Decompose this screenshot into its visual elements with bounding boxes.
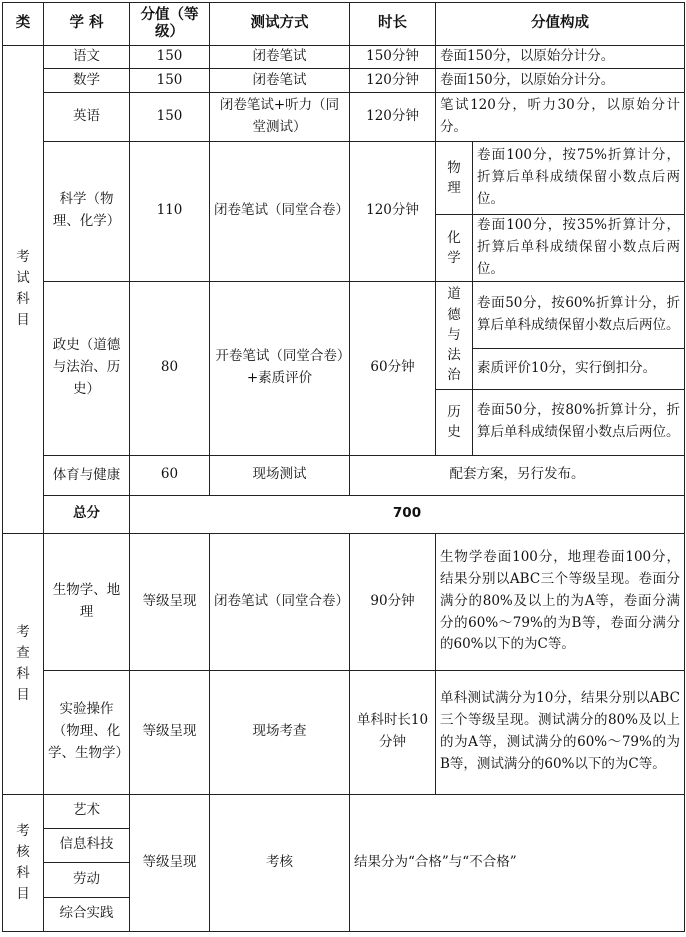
method-cell: 闭卷笔试（同堂合卷） bbox=[210, 533, 350, 670]
duration-cell: 60分钟 bbox=[350, 281, 436, 455]
header-composition: 分值构成 bbox=[436, 3, 685, 46]
table-row bbox=[3, 142, 685, 215]
subject-cell: 政史（道德与法治、历史） bbox=[44, 281, 130, 455]
table-row bbox=[3, 93, 685, 142]
method-cell: 闭卷笔试+听力（同堂测试） bbox=[210, 93, 350, 142]
composition-cell: 卷面150分，以原始分计分。 bbox=[436, 69, 685, 93]
total-value: 700 bbox=[130, 495, 685, 533]
table-row bbox=[3, 794, 685, 828]
header-subject: 学 科 bbox=[44, 3, 130, 46]
group-review: 考查科目 bbox=[3, 533, 44, 794]
table-row bbox=[3, 455, 685, 495]
score-cell: 150 bbox=[130, 46, 210, 69]
result-cell: 结果分为“合格”与“不合格” bbox=[350, 794, 685, 931]
total-label: 总分 bbox=[44, 495, 130, 533]
composition-cell: 生物学卷面100分，地理卷面100分，结果分别以ABC三个等级呈现。卷面分满分的80%及以上的为A等，卷面分满分的60%～79%的为B等，卷面分满分的60%以下的为C等。 bbox=[436, 533, 685, 670]
composition-cell: 卷面150分，以原始分计分。 bbox=[436, 46, 685, 69]
duration-cell: 150分钟 bbox=[350, 46, 436, 69]
subject-cell: 数学 bbox=[44, 69, 130, 93]
score-cell: 等级呈现 bbox=[130, 533, 210, 670]
sub-subject-physics: 物理 bbox=[436, 142, 473, 215]
duration-cell: 120分钟 bbox=[350, 142, 436, 282]
header-row bbox=[3, 3, 685, 46]
table-row bbox=[3, 46, 685, 69]
header-score: 分值（等级） bbox=[130, 3, 210, 46]
composition-cell: 卷面50分，按60%折算计分，折算后单科成绩保留小数点后两位。 bbox=[473, 281, 685, 348]
subject-cell: 艺术 bbox=[44, 794, 130, 828]
duration-cell: 90分钟 bbox=[350, 533, 436, 670]
sub-subject-ethics: 道德与法治 bbox=[436, 281, 473, 389]
score-cell: 150 bbox=[130, 69, 210, 93]
header-method: 测试方式 bbox=[210, 3, 350, 46]
composition-cell: 卷面100分，按35%折算计分，折算后单科成绩保留小数点后两位。 bbox=[473, 215, 685, 282]
group-assess: 考核科目 bbox=[3, 794, 44, 931]
score-cell: 150 bbox=[130, 93, 210, 142]
table-row bbox=[3, 533, 685, 670]
table-row bbox=[3, 670, 685, 794]
total-row bbox=[3, 495, 685, 533]
sub-subject-chemistry: 化学 bbox=[436, 215, 473, 282]
method-cell: 闭卷笔试 bbox=[210, 69, 350, 93]
score-cell: 80 bbox=[130, 281, 210, 455]
subject-cell: 实验操作（物理、化学、生物学） bbox=[44, 670, 130, 794]
subject-cell: 信息科技 bbox=[44, 828, 130, 862]
subject-cell: 生物学、地理 bbox=[44, 533, 130, 670]
composition-cell: 卷面50分，按80%折算计分，折算后单科成绩保留小数点后两位。 bbox=[473, 389, 685, 455]
composition-cell: 笔试120分，听力30分，以原始分计分。 bbox=[436, 93, 685, 142]
note-cell: 配套方案，另行发布。 bbox=[350, 455, 685, 495]
composition-cell: 单科测试满分为10分，结果分别以ABC三个等级呈现。测试满分的80%及以上的为A等，测试满分的60%～79%的为B等，测试满分的60%以下的为C等。 bbox=[436, 670, 685, 794]
table-row bbox=[3, 281, 685, 348]
score-cell: 60 bbox=[130, 455, 210, 495]
header-duration: 时长 bbox=[350, 3, 436, 46]
subject-cell: 体育与健康 bbox=[44, 455, 130, 495]
table-row bbox=[3, 69, 685, 93]
sub-subject-history: 历史 bbox=[436, 389, 473, 455]
composition-cell: 卷面100分，按75%折算计分，折算后单科成绩保留小数点后两位。 bbox=[473, 142, 685, 215]
duration-cell: 120分钟 bbox=[350, 69, 436, 93]
composition-cell: 素质评价10分，实行倒扣分。 bbox=[473, 348, 685, 389]
subject-cell: 劳动 bbox=[44, 862, 130, 897]
subject-cell: 科学（物理、化学） bbox=[44, 142, 130, 282]
method-cell: 开卷笔试（同堂合卷）+素质评价 bbox=[210, 281, 350, 455]
score-cell: 等级呈现 bbox=[130, 794, 210, 931]
duration-cell: 120分钟 bbox=[350, 93, 436, 142]
header-category: 类 bbox=[3, 3, 44, 46]
duration-cell: 单科时长10分钟 bbox=[350, 670, 436, 794]
method-cell: 现场考查 bbox=[210, 670, 350, 794]
method-cell: 现场测试 bbox=[210, 455, 350, 495]
score-cell: 等级呈现 bbox=[130, 670, 210, 794]
method-cell: 考核 bbox=[210, 794, 350, 931]
exam-scheme-table bbox=[2, 2, 685, 932]
group-exam: 考试科目 bbox=[3, 46, 44, 534]
subject-cell: 英语 bbox=[44, 93, 130, 142]
subject-cell: 综合实践 bbox=[44, 897, 130, 931]
score-cell: 110 bbox=[130, 142, 210, 282]
subject-cell: 语文 bbox=[44, 46, 130, 69]
method-cell: 闭卷笔试 bbox=[210, 46, 350, 69]
method-cell: 闭卷笔试（同堂合卷） bbox=[210, 142, 350, 282]
